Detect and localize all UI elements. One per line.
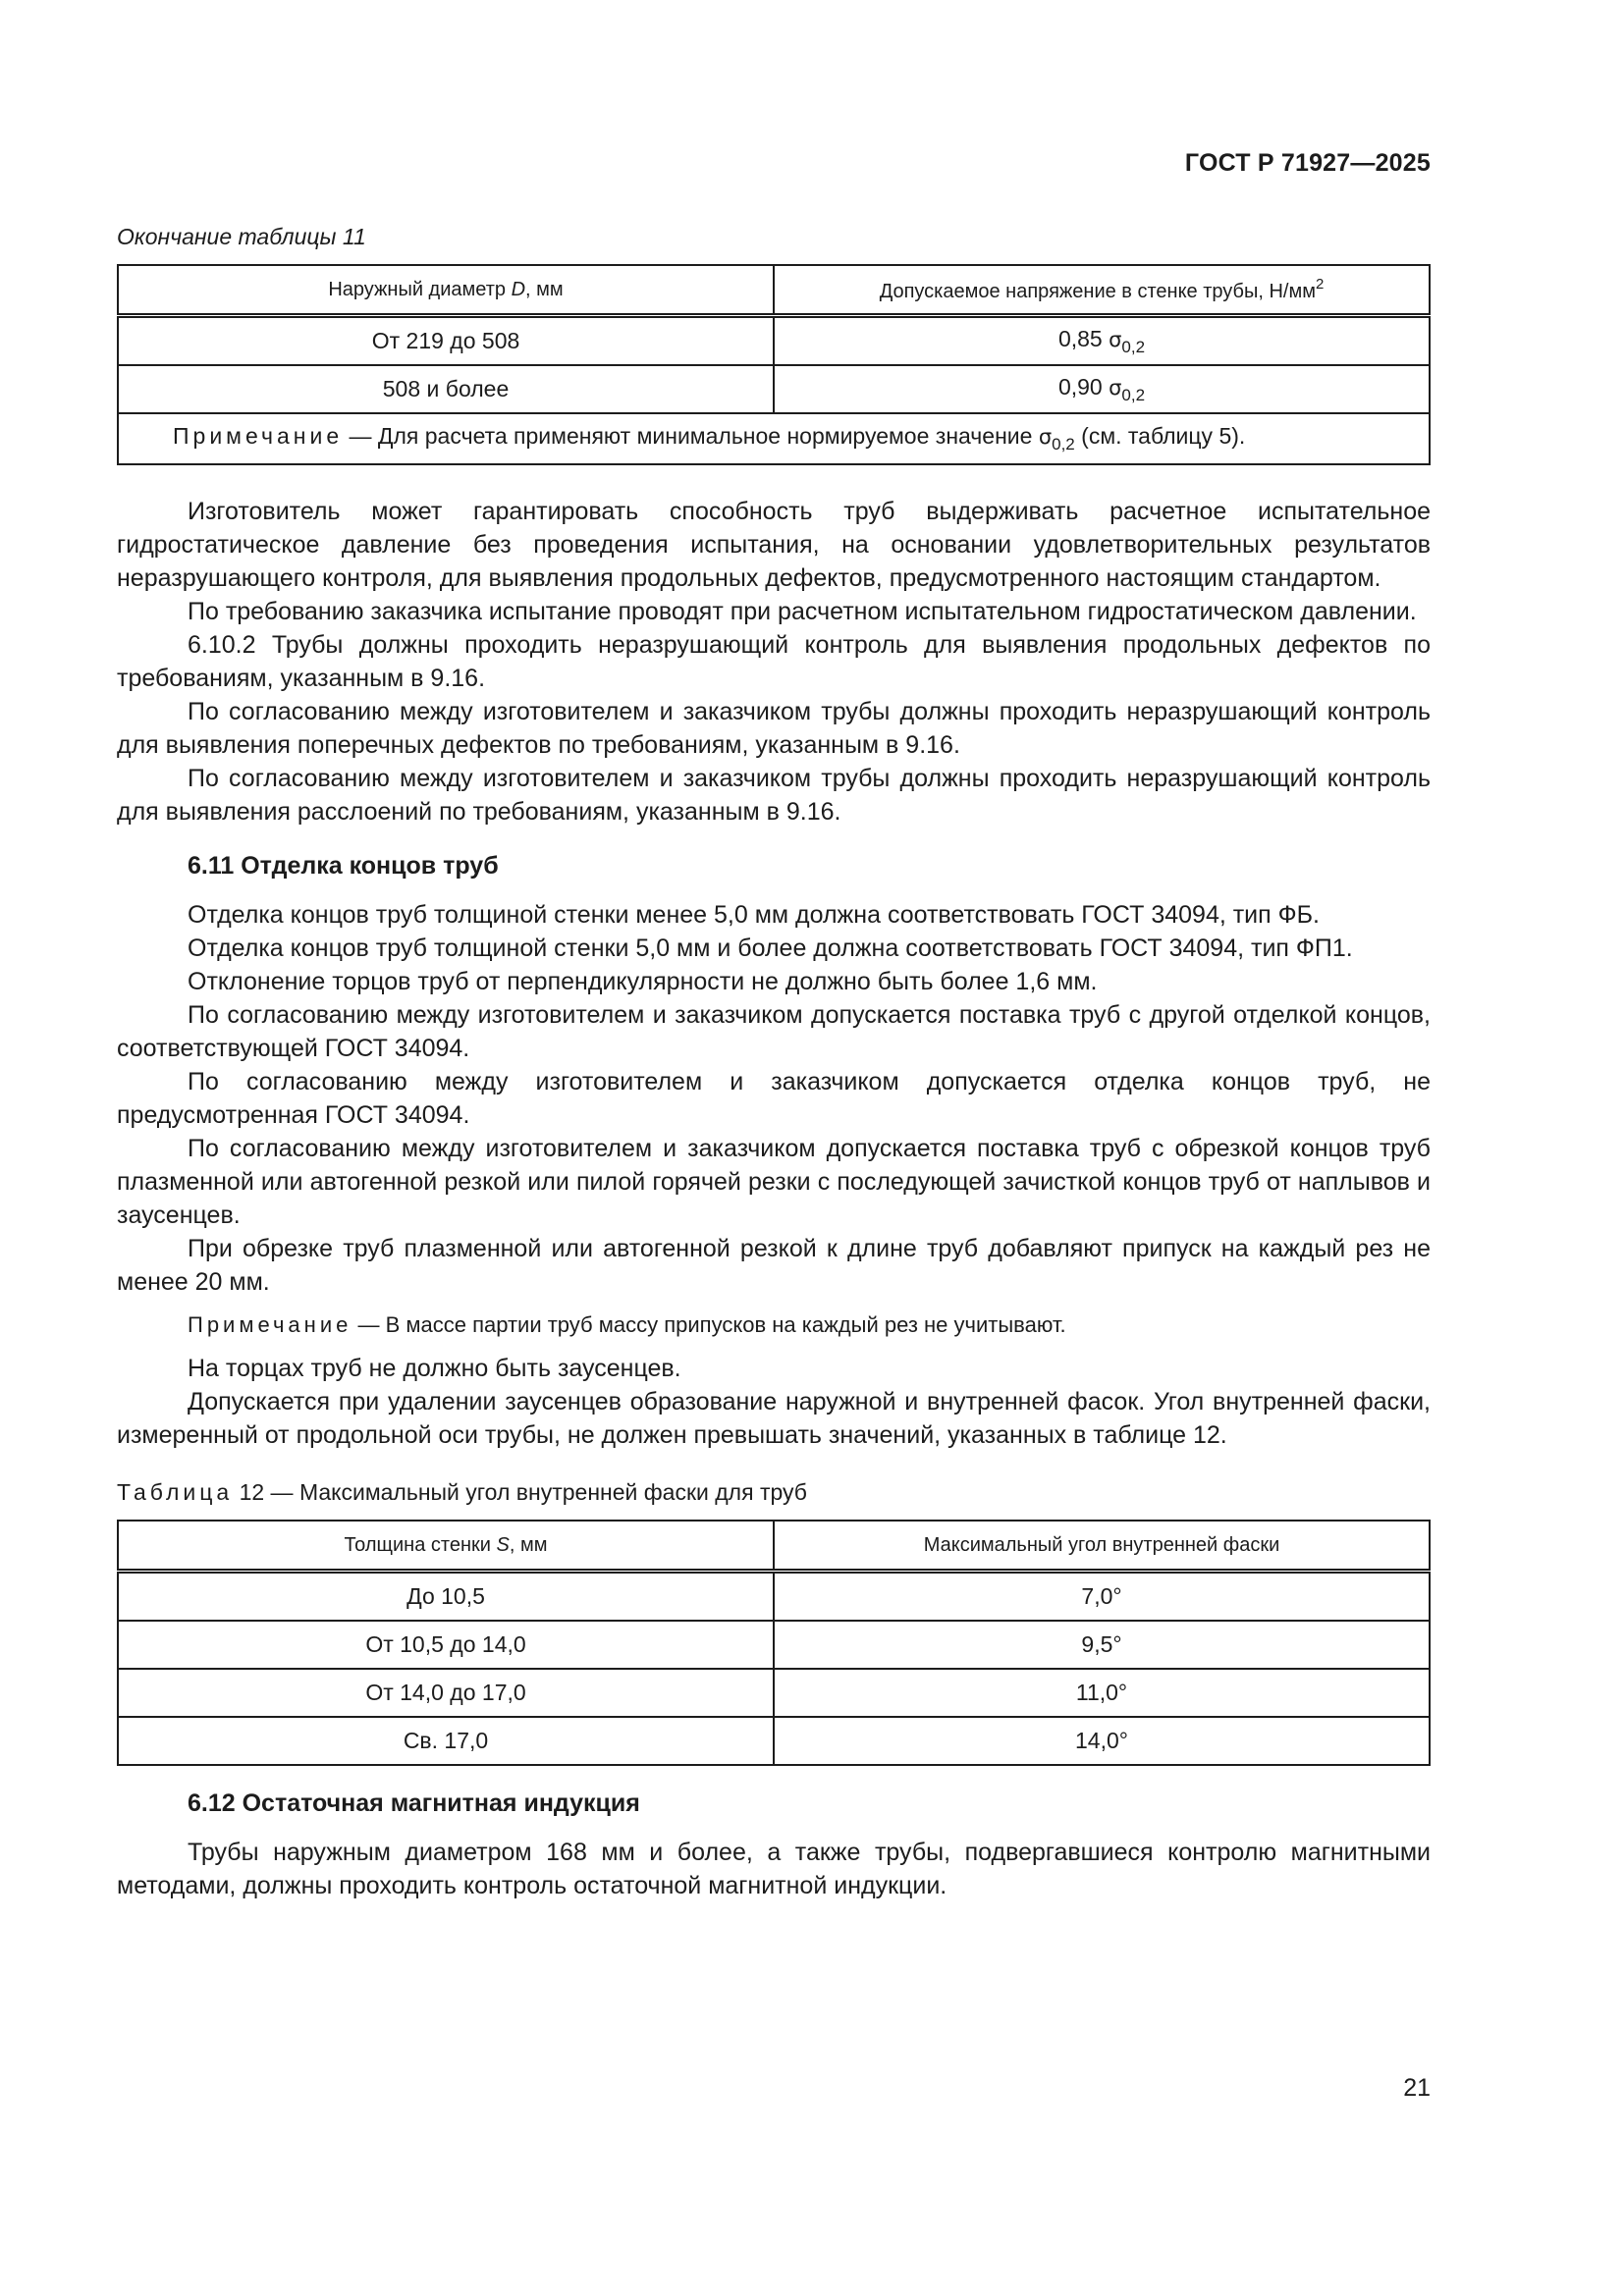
section-note bbox=[188, 1310, 1431, 1340]
paragraph: По согласованию между изготовителем и заказчиком допускается поставка труб с обрезкой концов труб плазменной или автогенной резкой или пилой горячей резки с последующей зачисткой концов труб от наплывов и заусенцев. bbox=[117, 1135, 1431, 1229]
paragraph: По согласованию между изготовителем и заказчиком допускается отделка концов труб, не предусмотренная ГОСТ 34094. bbox=[117, 1068, 1431, 1129]
table-cell: 7,0° bbox=[774, 1572, 1430, 1622]
sigma-symbol: σ bbox=[1109, 327, 1122, 351]
table-cell: От 219 до 508 bbox=[118, 316, 774, 366]
sigma-subscript: 0,2 bbox=[1052, 435, 1075, 454]
header-superscript: 2 bbox=[1315, 276, 1325, 293]
sigma-subscript: 0,2 bbox=[1121, 385, 1146, 404]
paragraph: На торцах труб не должно быть заусенцев. bbox=[188, 1355, 681, 1382]
table-note bbox=[118, 413, 1430, 464]
header-text: , мм bbox=[525, 278, 564, 300]
table-cell: От 14,0 до 17,0 bbox=[118, 1669, 774, 1717]
document-id-header: ГОСТ Р 71927—2025 bbox=[1184, 149, 1431, 177]
table-header-row bbox=[118, 1521, 1430, 1572]
paragraph: При обрезке труб плазменной или автогенной резкой к длине труб добавляют припуск на каждый рез не менее 20 мм. bbox=[117, 1235, 1431, 1296]
cell-text: 0,90 bbox=[1057, 373, 1110, 400]
table-cell bbox=[774, 365, 1430, 413]
table11-caption: Окончание таблицы 11 bbox=[117, 224, 366, 249]
header-text: , мм bbox=[509, 1533, 548, 1556]
sigma-subscript: 0,2 bbox=[1121, 337, 1146, 356]
table-cell: 9,5° bbox=[774, 1621, 1430, 1669]
header-variable: S bbox=[496, 1533, 510, 1556]
paragraph: По согласованию между изготовителем и заказчиком трубы должны проходить неразрушающий контроль для выявления расслоений по требованиям, указанным в 9.16. bbox=[117, 765, 1431, 826]
table-row bbox=[118, 365, 1430, 413]
table-cell: До 10,5 bbox=[118, 1572, 774, 1622]
table-row bbox=[118, 316, 1430, 366]
table-header-cell bbox=[118, 265, 774, 316]
table-header-row bbox=[118, 265, 1430, 316]
note-label: Примечание bbox=[188, 1312, 352, 1337]
header-text: Толщина стенки bbox=[344, 1533, 497, 1556]
paragraph: Отделка концов труб толщиной стенки 5,0 мм и более должна соответствовать ГОСТ 34094, тип ФП1. bbox=[188, 934, 1353, 962]
table-cell bbox=[774, 316, 1430, 366]
section-heading-6-11: 6.11 Отделка концов труб bbox=[188, 852, 499, 880]
table-row bbox=[118, 1669, 1430, 1717]
paragraph: Отделка концов труб толщиной стенки менее 5,0 мм должна соответствовать ГОСТ 34094, тип ФБ. bbox=[188, 901, 1320, 929]
table-row bbox=[118, 1572, 1430, 1622]
paragraph: Отклонение торцов труб от перпендикулярности не должно быть более 1,6 мм. bbox=[188, 968, 1098, 995]
header-variable: D bbox=[511, 278, 526, 300]
note-label: Примечание bbox=[173, 423, 344, 449]
table12-caption bbox=[117, 1479, 1431, 1506]
paragraph: По согласованию между изготовителем и заказчиком трубы должны проходить неразрушающий контроль для выявления поперечных дефектов по требованиям, указанным в 9.16. bbox=[117, 698, 1431, 759]
table-cell: Св. 17,0 bbox=[118, 1717, 774, 1765]
header-text: Наружный диаметр bbox=[328, 278, 512, 300]
sigma-symbol: σ bbox=[1038, 425, 1053, 449]
sigma-symbol: σ bbox=[1109, 375, 1122, 400]
paragraph: Изготовитель может гарантировать способность труб выдерживать расчетное испытательное гидростатическое давление без проведения испытания, на основании удовлетворительных результатов неразрушающего контроля, для выявления продольных дефектов, предусмотренного настоящим стандартом. bbox=[117, 498, 1431, 592]
table-11 bbox=[117, 264, 1431, 465]
table-row bbox=[118, 1621, 1430, 1669]
paragraph: Трубы наружным диаметром 168 мм и более, а также трубы, подвергавшиеся контролю магнитными методами, должны проходить контроль остаточной магнитной индукции. bbox=[117, 1839, 1431, 1899]
paragraph: По согласованию между изготовителем и заказчиком допускается поставка труб с другой отделкой концов, соответствующей ГОСТ 34094. bbox=[117, 1001, 1431, 1062]
table-row bbox=[118, 1717, 1430, 1765]
page-content bbox=[117, 224, 1431, 1902]
page-number: 21 bbox=[1403, 2074, 1431, 2102]
paragraph: По требованию заказчика испытание проводят при расчетном испытательном гидростатическом давлении. bbox=[188, 598, 1417, 625]
paragraph: 6.10.2 Трубы должны проходить неразрушающий контроль для выявления продольных дефектов по требованиям, указанным в 9.16. bbox=[117, 631, 1431, 692]
note-text: — Для расчета применяют минимальное нормируемое значение bbox=[343, 423, 1039, 449]
note-text: (см. таблицу 5). bbox=[1074, 423, 1246, 449]
table-header-cell: Максимальный угол внутренней фаски bbox=[774, 1521, 1430, 1572]
header-text: Допускаемое напряжение в стенке трубы, Н/мм bbox=[879, 281, 1316, 302]
section-heading-6-12: 6.12 Остаточная магнитная индукция bbox=[188, 1789, 640, 1817]
table-12 bbox=[117, 1520, 1431, 1766]
table-cell: 14,0° bbox=[774, 1717, 1430, 1765]
caption-label: Таблица bbox=[117, 1479, 234, 1505]
table-header-cell bbox=[774, 265, 1430, 316]
table-cell: 508 и более bbox=[118, 365, 774, 413]
caption-text: 12 — Максимальный угол внутренней фаски для труб bbox=[233, 1479, 807, 1505]
table-cell: От 10,5 до 14,0 bbox=[118, 1621, 774, 1669]
table-cell: 11,0° bbox=[774, 1669, 1430, 1717]
paragraph: Допускается при удалении заусенцев образование наружной и внутренней фасок. Угол внутренней фаски, измеренный от продольной оси трубы, не должен превышать значений, указанных в таблице 12. bbox=[117, 1388, 1431, 1449]
table-note-row bbox=[118, 413, 1430, 464]
note-text: — В массе партии труб массу припусков на каждый рез не учитывают. bbox=[352, 1312, 1066, 1337]
table-header-cell bbox=[118, 1521, 774, 1572]
cell-text: 0,85 bbox=[1057, 325, 1110, 351]
